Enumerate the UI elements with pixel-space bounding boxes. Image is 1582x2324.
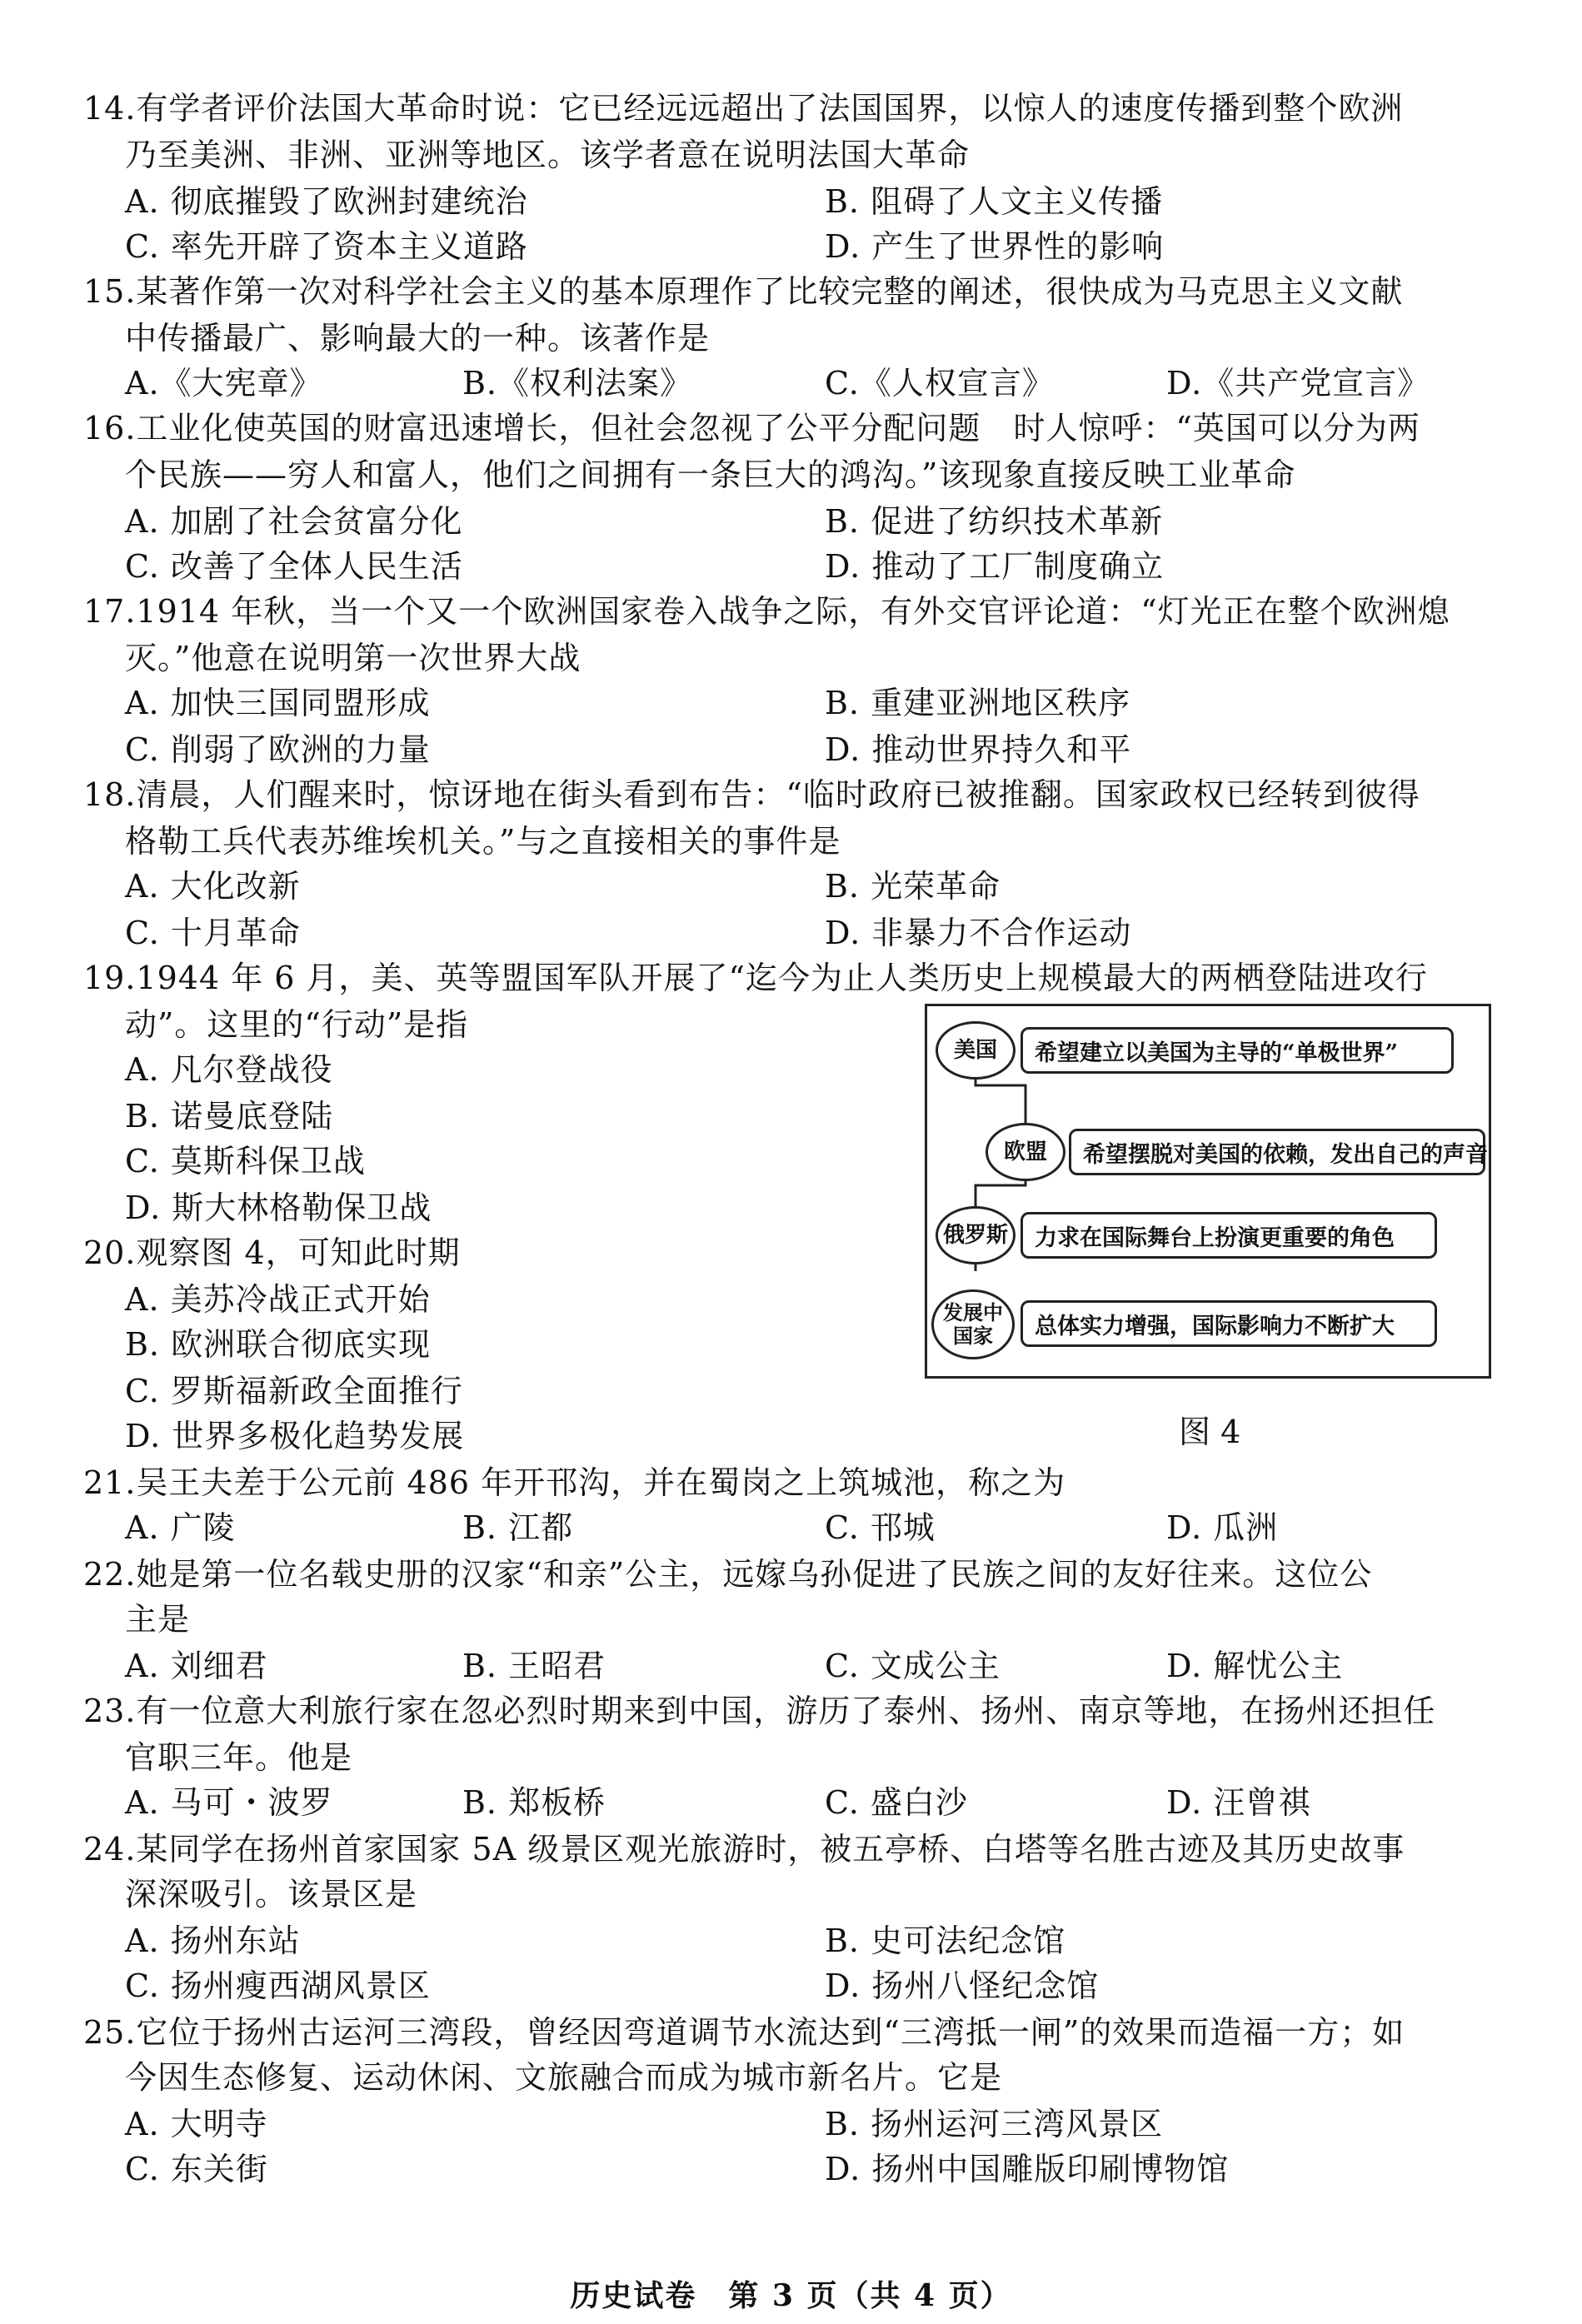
q22-option-d: D. 解忧公主 — [1166, 1648, 1344, 1684]
q23-option-b: B. 郑板桥 — [462, 1784, 606, 1821]
q17-option-d: D. 推动世界持久和平 — [825, 731, 1132, 768]
q25-option-a: A. 大明寺 — [125, 2106, 268, 2142]
text-russia: 力求在国际舞台上扮演更重要的角色 — [1021, 1212, 1437, 1259]
q14-stem-line1: 14.有学者评价法国大革命时说：它已经远远超出了法国国界，以惊人的速度传播到整个欧洲 — [83, 90, 1404, 127]
q16-stem-line2: 个民族——穷人和富人，他们之间拥有一条巨大的鸿沟。”该现象直接反映工业革命 — [125, 456, 1296, 493]
q14-option-b: B. 阻碍了人文主义传播 — [825, 183, 1164, 220]
q20-option-a: A. 美苏冷战正式开始 — [125, 1281, 431, 1318]
q24-option-c: C. 扬州瘦西湖风景区 — [125, 1967, 431, 2004]
node-russia: 俄罗斯 — [936, 1206, 1016, 1264]
q24-option-d: D. 扬州八怪纪念馆 — [825, 1967, 1100, 2004]
q22-stem-line1: 22.她是第一位名载史册的汉家“和亲”公主，远嫁乌孙促进了民族之间的友好往来。这位公 — [83, 1556, 1373, 1593]
q17-option-a: A. 加快三国同盟形成 — [125, 685, 431, 721]
q16-option-d: D. 推动了工厂制度确立 — [825, 548, 1165, 585]
q23-stem-line2: 官职三年。他是 — [125, 1739, 353, 1776]
q15-option-c: C.《人权宣言》 — [825, 365, 1055, 401]
q21-stem-line1: 21.吴王夫差于公元前 486 年开邗沟，并在蜀岗之上筑城池，称之为 — [83, 1464, 1066, 1501]
q19-option-b: B. 诺曼底登陆 — [125, 1098, 334, 1135]
page-footer: 历史试卷 第 3 页（共 4 页） — [570, 2278, 1012, 2313]
q14-stem-line2: 乃至美洲、非洲、亚洲等地区。该学者意在说明法国大革命 — [125, 137, 971, 173]
node-usa: 美国 — [936, 1021, 1016, 1080]
q19-stem-line2: 动”。这里的“行动”是指 — [125, 1006, 469, 1043]
q18-stem-line2: 格勒工兵代表苏维埃机关。”与之直接相关的事件是 — [125, 823, 841, 860]
q17-stem-line1: 17.1914 年秋，当一个又一个欧洲国家卷入战争之际，有外交官评论道：“灯光正在整个欧洲熄 — [83, 593, 1450, 630]
q25-option-b: B. 扬州运河三湾风景区 — [825, 2106, 1164, 2142]
node-eu: 欧盟 — [986, 1123, 1065, 1181]
q18-option-c: C. 十月革命 — [125, 915, 301, 951]
node-developing-countries: 发展中国家 — [931, 1289, 1015, 1359]
q19-stem-line1: 19.1944 年 6 月，美、英等盟国军队开展了“迄今为止人类历史上规模最大的两栖登陆进攻行 — [83, 960, 1428, 996]
q23-option-a: A. 马可・波罗 — [125, 1784, 333, 1821]
figure-4-diagram — [925, 1004, 1491, 1379]
q19-option-a: A. 凡尔登战役 — [125, 1051, 333, 1088]
q17-stem-line2: 灭。”他意在说明第一次世界大战 — [125, 640, 581, 676]
q18-option-b: B. 光荣革命 — [825, 868, 1001, 905]
q24-stem-line2: 深深吸引。该景区是 — [125, 1876, 418, 1913]
q21-option-a: A. 广陵 — [125, 1509, 236, 1546]
q16-option-a: A. 加剧了社会贫富分化 — [125, 503, 463, 540]
q20-stem-line1: 20.观察图 4，可知此时期 — [83, 1234, 461, 1271]
q20-option-c: C. 罗斯福新政全面推行 — [125, 1373, 463, 1409]
q25-option-c: C. 东关街 — [125, 2151, 268, 2187]
q20-option-d: D. 世界多极化趋势发展 — [125, 1418, 465, 1454]
q15-stem-line1: 15.某著作第一次对科学社会主义的基本原理作了比较完整的阐述，很快成为马克思主义文献 — [83, 273, 1404, 310]
figure-4-caption: 图 4 — [1179, 1414, 1241, 1450]
q15-option-a: A.《大宪章》 — [125, 365, 322, 401]
q18-stem-line1: 18.清晨，人们醒来时，惊讶地在街头看到布告：“临时政府已被推翻。国家政权已经转到彼得 — [83, 776, 1420, 813]
q14-option-a: A. 彻底摧毁了欧洲封建统治 — [125, 183, 528, 220]
q23-option-d: D. 汪曾祺 — [1166, 1784, 1311, 1821]
q16-option-b: B. 促进了纺织技术革新 — [825, 503, 1164, 540]
q15-option-d: D.《共产党宣言》 — [1166, 365, 1430, 401]
q18-option-a: A. 大化改新 — [125, 868, 301, 905]
q17-option-c: C. 削弱了欧洲的力量 — [125, 731, 431, 768]
q16-option-c: C. 改善了全体人民生活 — [125, 548, 463, 585]
q15-stem-line2: 中传播最广、影响最大的一种。该著作是 — [125, 320, 711, 357]
q18-option-d: D. 非暴力不合作运动 — [825, 915, 1132, 951]
q14-option-c: C. 率先开辟了资本主义道路 — [125, 228, 528, 265]
q23-option-c: C. 盛白沙 — [825, 1784, 968, 1821]
q21-option-b: B. 江都 — [462, 1509, 574, 1546]
q24-option-b: B. 史可法纪念馆 — [825, 1923, 1066, 1959]
q17-option-b: B. 重建亚洲地区秩序 — [825, 685, 1131, 721]
q22-option-b: B. 王昭君 — [462, 1648, 606, 1684]
text-eu: 希望摆脱对美国的依赖，发出自己的声音 — [1069, 1129, 1485, 1175]
q24-stem-line1: 24.某同学在扬州首家国家 5A 级景区观光旅游时，被五亭桥、白塔等名胜古迹及其历史故事 — [83, 1831, 1405, 1868]
text-developing-countries: 总体实力增强，国际影响力不断扩大 — [1021, 1300, 1437, 1347]
q19-option-d: D. 斯大林格勒保卫战 — [125, 1189, 432, 1226]
q22-stem-line2: 主是 — [125, 1601, 191, 1638]
text-usa: 希望建立以美国为主导的“单极世界” — [1021, 1027, 1454, 1074]
q25-option-d: D. 扬州中国雕版印刷博物馆 — [825, 2151, 1230, 2187]
q25-stem-line2: 今因生态修复、运动休闲、文旅融合而成为城市新名片。它是 — [125, 2059, 1003, 2096]
q22-option-c: C. 文成公主 — [825, 1648, 1001, 1684]
q25-stem-line1: 25.它位于扬州古运河三湾段，曾经因弯道调节水流达到“三湾抵一闸”的效果而造福一方；如 — [83, 2014, 1405, 2051]
q16-stem-line1: 16.工业化使英国的财富迅速增长，但社会忽视了公平分配问题 时人惊呼：“英国可以分为两 — [83, 410, 1420, 446]
q22-option-a: A. 刘细君 — [125, 1648, 268, 1684]
q21-option-d: D. 瓜洲 — [1166, 1509, 1279, 1546]
q23-stem-line1: 23.有一位意大利旅行家在忽必烈时期来到中国，游历了泰州、扬州、南京等地，在扬州还担任 — [83, 1693, 1436, 1729]
q20-option-b: B. 欧洲联合彻底实现 — [125, 1326, 432, 1363]
q15-option-b: B.《权利法案》 — [462, 365, 693, 401]
q24-option-a: A. 扬州东站 — [125, 1923, 301, 1959]
q19-option-c: C. 莫斯科保卫战 — [125, 1143, 366, 1179]
q21-option-c: C. 邗城 — [825, 1509, 936, 1546]
q14-option-d: D. 产生了世界性的影响 — [825, 228, 1165, 265]
